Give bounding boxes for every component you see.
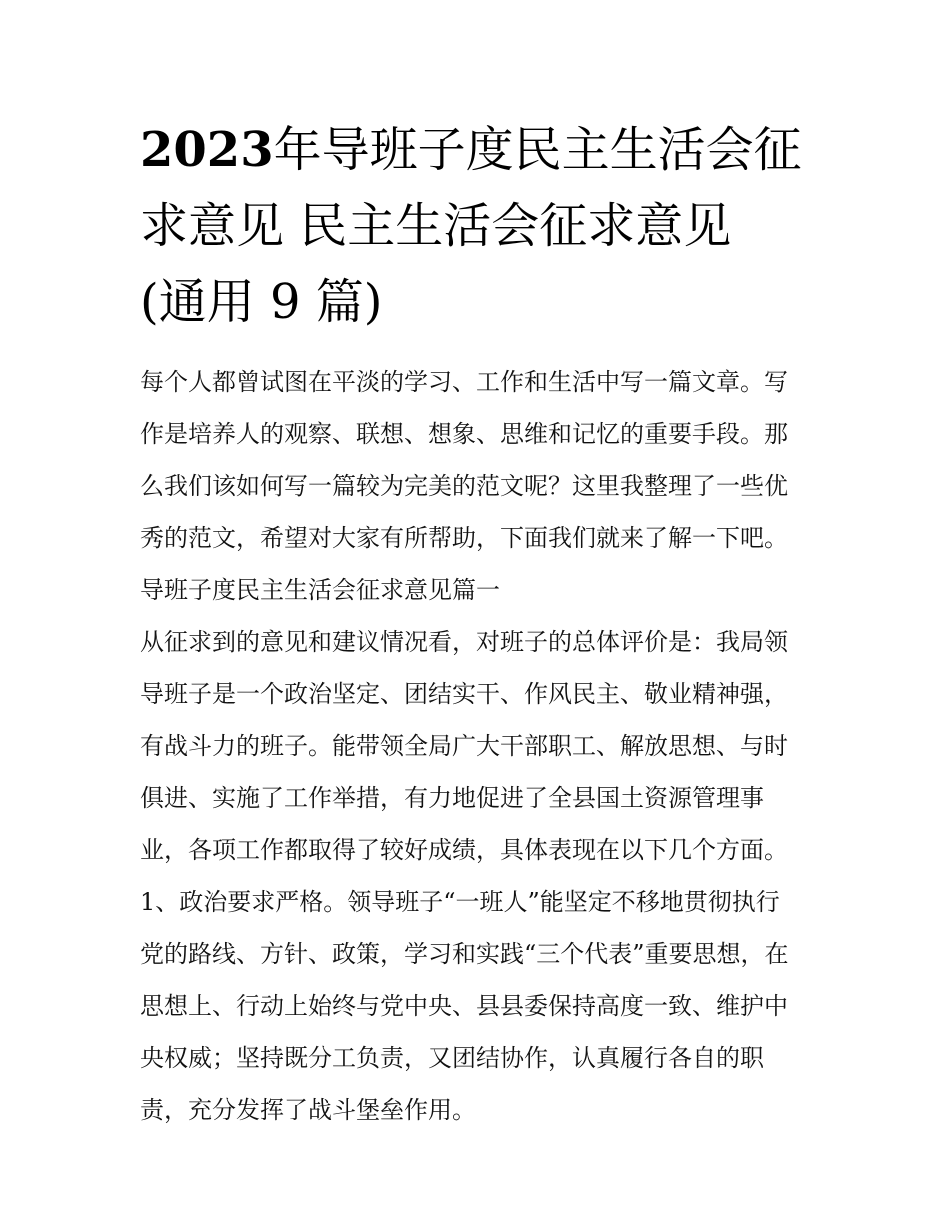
text-line: 思想上、行动上始终与党中央、县县委保持高度一致、维护中	[140, 992, 788, 1020]
text-line: 秀的范文，希望对大家有所帮助，下面我们就来了解一下吧。	[140, 524, 788, 552]
paragraph-2	[140, 876, 812, 1136]
title-text: (通用 9 篇)	[140, 274, 383, 330]
document-title	[140, 112, 812, 340]
title-year: 2023	[140, 122, 274, 178]
title-line	[140, 112, 812, 188]
text-line: 央权威；坚持既分工负责，又团结协作，认真履行各自的职	[140, 1044, 764, 1072]
title-text: 求意见 民主生活会征求意见	[140, 198, 732, 254]
text-line: 党的路线、方针、政策，学习和实践“三个代表”重要思想，在	[140, 940, 789, 968]
title-line	[140, 264, 812, 340]
text-line: 导班子是一个政治坚定、团结实干、作风民主、敬业精神强，	[140, 680, 788, 708]
text-line: 从征求到的意见和建议情况看，对班子的总体评价是：我局领	[140, 628, 788, 656]
title-line	[140, 188, 812, 264]
text-line: 1、政治要求严格。领导班子“一班人”能坚定不移地贯彻执行	[140, 888, 780, 916]
text-line: 么我们该如何写一篇较为完美的范文呢？这里我整理了一些优	[140, 472, 788, 500]
text-line: 俱进、实施了工作举措，有力地促进了全县国土资源管理事	[140, 784, 764, 812]
text-line: 责，充分发挥了战斗堡垒作用。	[140, 1096, 476, 1124]
text-line: 导班子度民主生活会征求意见篇一	[140, 576, 500, 604]
text-line: 作是培养人的观察、联想、想象、思维和记忆的重要手段。那	[140, 420, 788, 448]
text-line: 业，各项工作都取得了较好成绩，具体表现在以下几个方面。	[140, 836, 788, 864]
title-text: 年导班子度民主生活会征	[273, 122, 802, 178]
text-line: 每个人都曾试图在平淡的学习、工作和生活中写一篇文章。写	[140, 368, 788, 396]
document-page	[140, 112, 812, 1136]
paragraph-1	[140, 616, 812, 876]
text-line: 有战斗力的班子。能带领全局广大干部职工、解放思想、与时	[140, 732, 788, 760]
document-body	[140, 356, 812, 1136]
section-heading	[140, 564, 812, 616]
intro-paragraph	[140, 356, 812, 564]
